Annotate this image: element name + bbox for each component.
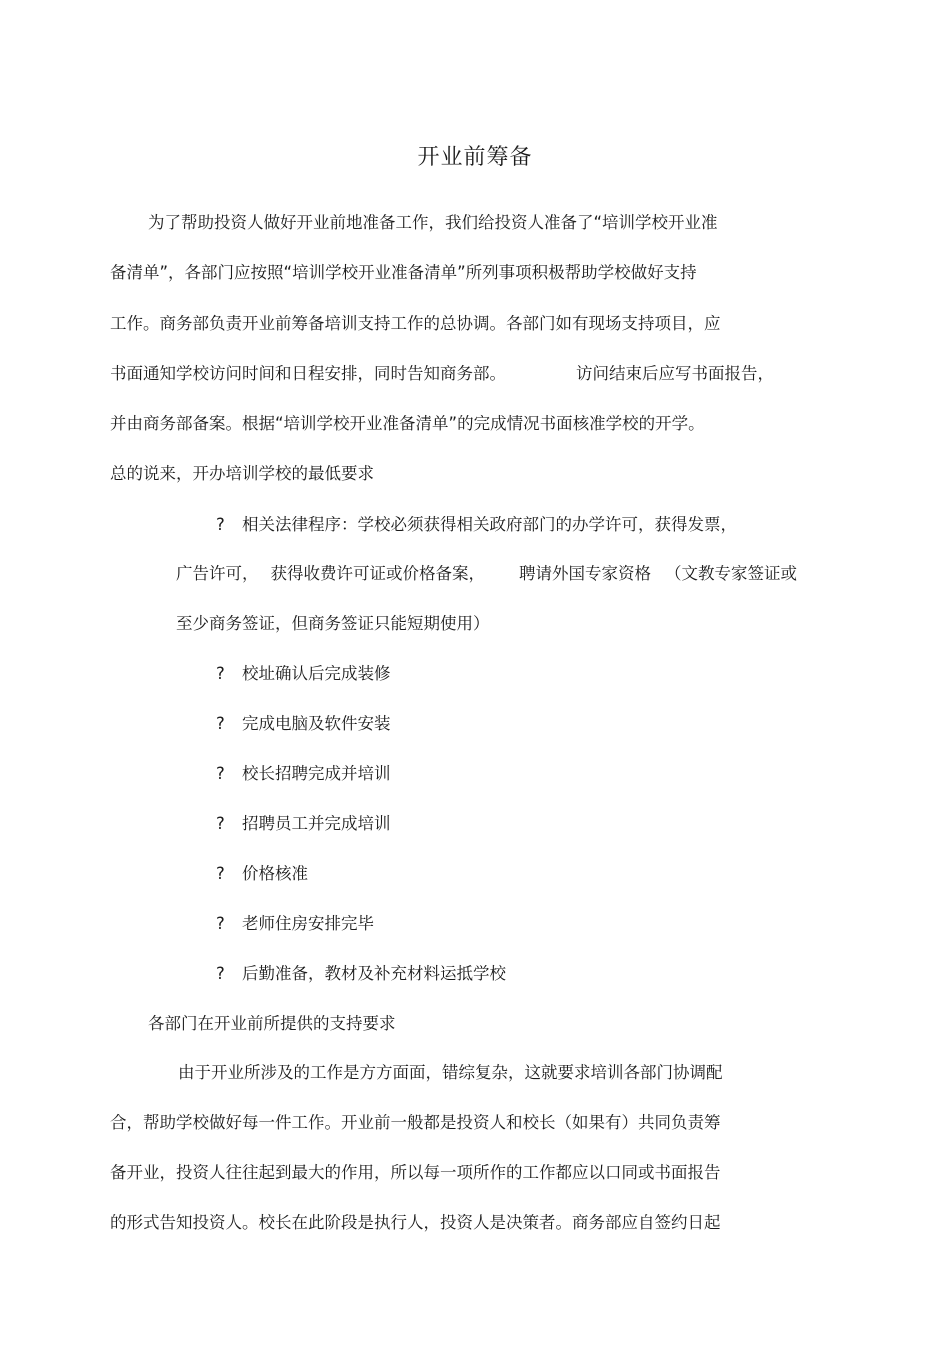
intro-line-4-part-2: 访问结束后应写书面报告，	[576, 364, 774, 383]
support-line-2: 合，帮助学校做好每一件工作。开业前一般都是投资人和校长（如果有）共同负责筹	[110, 1113, 721, 1132]
support-line-3: 备开业，投资人往往起到最大的作用，所以每一项所作的工作都应以口同或书面报告	[110, 1163, 721, 1182]
intro-line-1: 为了帮助投资人做好开业前地准备工作，我们给投资人准备了“培训学校开业准	[148, 213, 718, 232]
bullet-icon: ?	[216, 864, 225, 883]
list-item	[216, 962, 506, 986]
min-requirements-heading: 总的说来，开办培训学校的最低要求	[110, 464, 374, 483]
legal-line-3: 至少商务签证，但商务签证只能短期使用）	[176, 614, 490, 633]
intro-line-5: 并由商务部备案。根据“培训学校开业准备清单”的完成情况书面核准学校的开学。	[110, 414, 705, 433]
legal-line-2-part-3: 聘请外国专家资格	[519, 564, 651, 583]
legal-line-2-part-1: 广告许可，	[176, 564, 259, 583]
support-heading: 各部门在开业前所提供的支持要求	[148, 1014, 396, 1033]
legal-line-2-part-4: （文教专家签证或	[665, 564, 797, 583]
bullet-icon: ?	[216, 515, 225, 534]
support-line-1: 由于开业所涉及的工作是方方面面，错综复杂，这就要求培训各部门协调配	[178, 1063, 723, 1082]
bullet-icon: ?	[216, 764, 225, 783]
list-item-text: 老师住房安排完毕	[242, 914, 374, 933]
page-title: 开业前筹备	[417, 145, 533, 170]
list-item-text: 校址确认后完成装修	[242, 664, 391, 683]
bullet-icon: ?	[216, 664, 225, 683]
legal-line-2	[176, 562, 797, 586]
list-item-text: 招聘员工并完成培训	[242, 814, 391, 833]
list-item	[216, 862, 308, 886]
list-item	[216, 812, 391, 836]
bullet-icon: ?	[216, 714, 225, 733]
list-item-text: 价格核准	[242, 864, 308, 883]
list-item-legal	[216, 513, 737, 537]
bullet-icon: ?	[216, 814, 225, 833]
list-item	[216, 762, 391, 786]
legal-line-1: 相关法律程序：学校必须获得相关政府部门的办学许可，获得发票，	[242, 515, 737, 534]
list-item-text: 校长招聘完成并培训	[242, 764, 391, 783]
intro-line-4-part-1: 书面通知学校访问时间和日程安排，同时告知商务部。	[110, 364, 506, 383]
intro-line-2: 备清单”，各部门应按照“培训学校开业准备清单”所列事项积极帮助学校做好支持	[110, 263, 697, 282]
list-item	[216, 712, 391, 736]
bullet-icon: ?	[216, 964, 225, 983]
intro-line-3: 工作。商务部负责开业前筹备培训支持工作的总协调。各部门如有现场支持项目，应	[110, 314, 721, 333]
list-item-text: 完成电脑及软件安装	[242, 714, 391, 733]
list-item-text: 后勤准备，教材及补充材料运抵学校	[242, 964, 506, 983]
intro-line-4	[110, 362, 774, 386]
support-line-4: 的形式告知投资人。校长在此阶段是执行人，投资人是决策者。商务部应自签约日起	[110, 1213, 721, 1232]
list-item	[216, 662, 391, 686]
bullet-icon: ?	[216, 914, 225, 933]
legal-line-2-part-2: 获得收费许可证或价格备案，	[270, 564, 485, 583]
list-item	[216, 912, 374, 936]
